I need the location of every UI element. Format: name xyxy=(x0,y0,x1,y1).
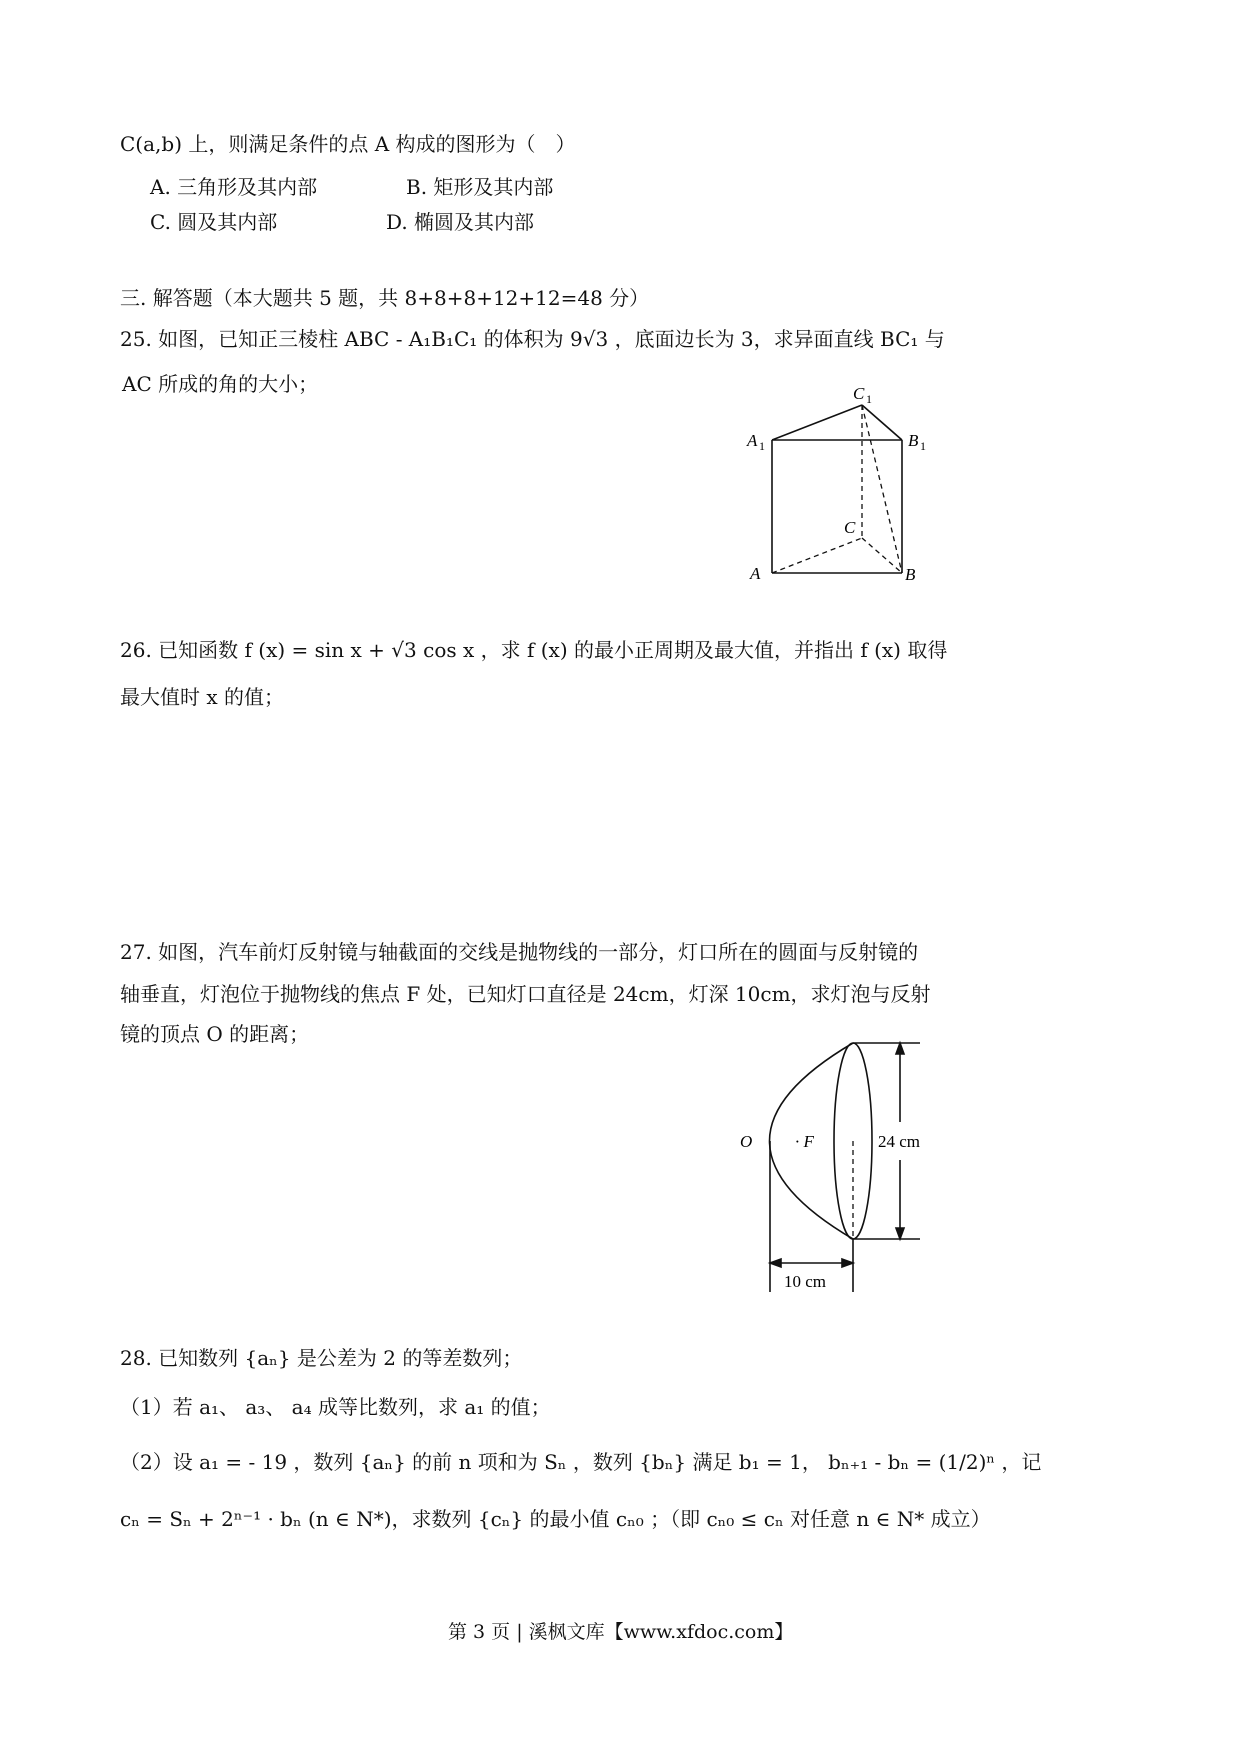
q26-line2: 最大值时 x 的值； xyxy=(120,685,284,709)
label-depth: 10 cm xyxy=(784,1272,827,1291)
prev-question-line: C(a,b) 上，则满足条件的点 A 构成的图形为（ ） xyxy=(120,132,576,156)
q25-line1: 25. 如图，已知正三棱柱 ABC - A₁B₁C₁ 的体积为 9√3 ，底面边长为 3，求异面直线 BC₁ 与 xyxy=(120,327,945,351)
page-footer: 第 3 页 | 溪枫文库【www.xfdoc.com】 xyxy=(448,1621,794,1643)
option-a: A. 三角形及其内部 xyxy=(150,175,318,199)
label-b: B xyxy=(905,565,916,584)
headlight-figure xyxy=(740,1030,940,1300)
label-f: · F xyxy=(795,1132,814,1151)
label-a1-sub: 1 xyxy=(759,439,765,453)
prism-figure xyxy=(740,380,950,595)
label-o: O xyxy=(740,1132,753,1151)
q28-part2-line2: cₙ = Sₙ + 2ⁿ⁻¹ · bₙ (n ∈ N*)，求数列 {cₙ} 的最小值 cₙ₀ ；（即 cₙ₀ ≤ cₙ 对任意 n ∈ N* 成立） xyxy=(120,1507,991,1531)
q28-part2-line1: （2）设 a₁ = - 19 ，数列 {aₙ} 的前 n 项和为 Sₙ ，数列 {bₙ} 满足 b₁ = 1， bₙ₊₁ - bₙ = (1/2)ⁿ ，记 xyxy=(120,1450,1042,1474)
q26-line1: 26. 已知函数 f (x) = sin x + √3 cos x ，求 f (x) 的最小正周期及最大值，并指出 f (x) 取得 xyxy=(120,638,948,662)
label-c: C xyxy=(844,518,856,537)
q27-line2: 轴垂直，灯泡位于抛物线的焦点 F 处，已知灯口直径是 24cm，灯深 10cm，求灯泡与反射 xyxy=(120,982,931,1006)
q28-line1: 28. 已知数列 {aₙ} 是公差为 2 的等差数列； xyxy=(120,1346,523,1370)
label-b1: B xyxy=(908,431,919,450)
label-c1: C xyxy=(853,384,865,403)
label-b1-sub: 1 xyxy=(920,439,926,453)
q28-part1: （1）若 a₁、 a₃、 a₄ 成等比数列，求 a₁ 的值； xyxy=(120,1395,551,1419)
label-a: A xyxy=(750,564,761,583)
option-c: C. 圆及其内部 xyxy=(150,210,278,234)
q27-line3: 镜的顶点 O 的距离； xyxy=(120,1022,310,1046)
section-heading: 三. 解答题（本大题共 5 题，共 8+8+8+12+12=48 分） xyxy=(120,286,650,310)
label-a1: A xyxy=(747,431,758,450)
label-c1-sub: 1 xyxy=(866,392,872,406)
option-d: D. 椭圆及其内部 xyxy=(386,210,535,234)
option-b: B. 矩形及其内部 xyxy=(406,175,554,199)
q25-line2: AC 所成的角的大小； xyxy=(122,372,319,396)
label-diameter: 24 cm xyxy=(878,1132,921,1151)
q27-line1: 27. 如图，汽车前灯反射镜与轴截面的交线是抛物线的一部分，灯口所在的圆面与反射镜的 xyxy=(120,940,919,964)
